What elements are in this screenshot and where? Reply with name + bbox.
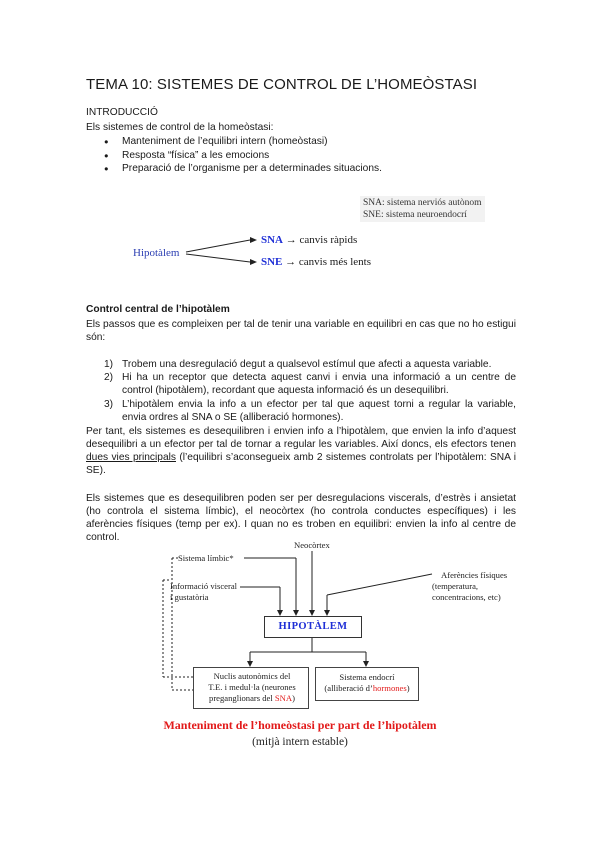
control-heading: Control central de l’hipotàlem: [86, 304, 230, 315]
diagram-limbic: Sistema límbic*: [178, 553, 234, 563]
box-red-term: hormones: [372, 683, 407, 693]
underlined-phrase: dues vies principals: [86, 452, 176, 463]
diagram-visceral: [170, 581, 237, 603]
paragraph-desregulacions: Els sistemes que es desequilibren poden ser per desregulacions viscerals, d’estrès i ansietat (ho controla el sistema límbic), el neocòrtex (ho controla conductes específiques) i les aferències físiques (temp per ex). I quan no es troben en equilibri: envien la info al centre de control.: [86, 493, 516, 543]
branch-text-sna: canvis ràpids: [299, 234, 358, 246]
box-line-part: preganglionars del: [209, 693, 275, 703]
step-number: 1): [104, 359, 114, 370]
diagram-visceral-line: Informació visceral: [170, 581, 238, 591]
diagram-visceral-line: i gustatòria: [170, 592, 209, 602]
page-title: TEMA 10: SISTEMES DE CONTROL DE L’HOMEÒSTASI: [86, 76, 478, 93]
intro-heading: INTRODUCCIÓ: [86, 107, 158, 118]
branch-root-hipotalem: Hipotàlem: [133, 247, 180, 259]
diagram-neocortex: Neocòrtex: [294, 540, 330, 550]
box-line: T.E. i medul·la (neurones: [208, 682, 296, 692]
diagram-aferencies: [432, 570, 507, 603]
diagram-box-nuclis: [193, 667, 309, 709]
box-line-part: ): [292, 693, 295, 703]
legend-line-sne: SNE: sistema neuroendocrí: [363, 210, 467, 220]
box-red-term: SNA: [274, 693, 293, 703]
box-line: Nuclis autonòmics del: [213, 671, 291, 681]
box-line: [319, 683, 415, 694]
step-number: 2): [104, 372, 114, 384]
control-intro: Els passos que es compleixen per tal de tenir una variable en equilibri en cas que no ho estigui són:: [86, 319, 516, 343]
paragraph-part: Per tant, els sistemes es desequilibren i envien info a l’hipotàlem, que envien la info d’aquest desequilibri a un efector per tal de tornar a regular les variables. Així doncs, els efectors tenen: [86, 426, 516, 450]
branch-label-sna: SNA: [261, 234, 284, 246]
diagram-box-nuclis-text: [198, 671, 306, 704]
legend-line-sna: SNA: sistema nerviós autònom: [363, 198, 482, 208]
diagram-aferencies-line: concentracions, etc): [432, 592, 501, 602]
step-number: 3): [104, 398, 114, 410]
arrow-right-icon: →: [285, 234, 297, 246]
list-item: ● Manteniment de l’equilibri intern (homeòstasi): [104, 135, 382, 149]
step-text: Hi ha un receptor que detecta aquest canvi i envia una informació a un centre de control (hipotàlem), recordant que aquesta informació és un desequilibri.: [122, 372, 516, 397]
box-line-part: ): [406, 683, 410, 693]
branch-text-sne: canvis més lents: [298, 256, 372, 268]
step-text: Trobem una desregulació degut a qualsevol estímul que afecti a aquesta variable.: [122, 359, 492, 370]
box-line: Sistema endocrí: [339, 672, 395, 682]
diagram-box-endocri-text: [319, 672, 415, 694]
diagram-aferencies-line: Aferències físiques: [441, 570, 508, 580]
diagram-caption-main: Manteniment de l’homeòstasi per part de l’hipotàlem: [163, 718, 437, 732]
diagram-box-endocri: [315, 667, 419, 701]
branch-label-sne: SNE: [261, 256, 283, 268]
list-item: ● Preparació de l’organisme per a determinades situacions.: [104, 162, 382, 176]
step-text: L’hipotàlem envia la info a un efector per tal que aquest torni a regular la variable, envia ordres al SNA o SE (alliberació hormones).: [122, 398, 516, 423]
box-line-part: (alliberació d’: [324, 683, 373, 693]
arrow-right-icon: →: [285, 256, 297, 268]
paragraph-part: (l’equilibri s’aconsegueix amb 2 sistemes controlats per l’hipotàlem: SNA i SE).: [86, 452, 517, 476]
list-item: ● Resposta “física” a les emocions: [104, 149, 382, 163]
diagram-caption-sub: (mitjà intern estable): [252, 736, 348, 748]
diagram-center-hipotalem: HIPOTÀLEM: [264, 616, 362, 638]
box-line: [198, 693, 306, 704]
intro-lead: Els sistemes de control de la homeòstasi:: [86, 122, 274, 133]
diagram-aferencies-line: (temperatura,: [432, 581, 479, 591]
